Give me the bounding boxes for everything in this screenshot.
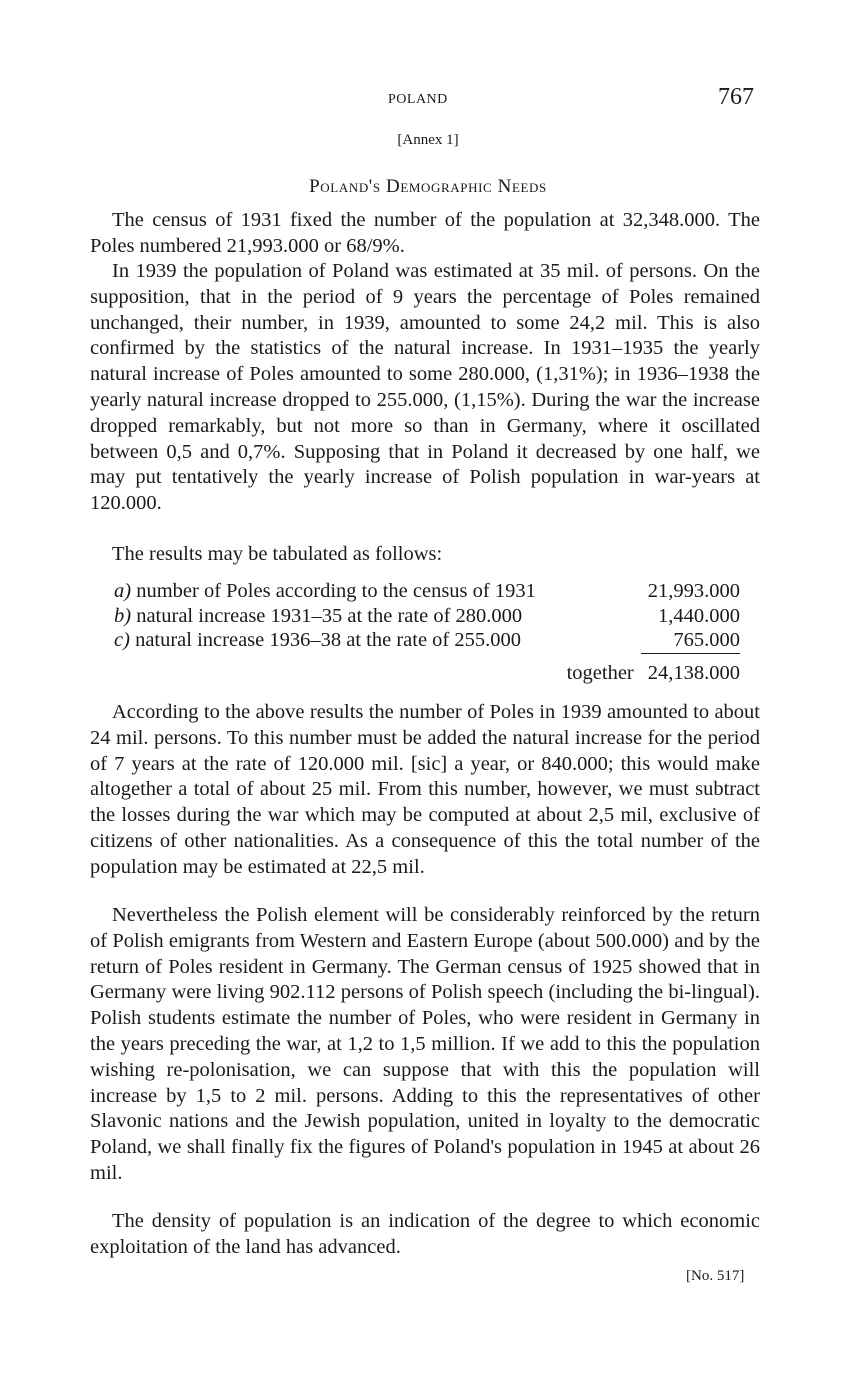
- sum-rule: [641, 653, 740, 654]
- table-row-label: a) number of Poles according to the census of 1931: [114, 580, 536, 602]
- table-row: [114, 579, 740, 604]
- table-row-label: c) natural increase 1936–38 at the rate of 255.000: [114, 629, 522, 651]
- paragraph-density: The density of population is an indication of the degree to which economic exploitation of the land has advanced.: [90, 1210, 760, 1258]
- table-row-value: 765.000: [673, 629, 740, 651]
- table-total-label: together: [566, 662, 634, 684]
- table-row: [114, 604, 740, 629]
- running-head: POLAND: [388, 92, 448, 107]
- table-row-value: 1,440.000: [658, 604, 740, 627]
- table-row-value: 21,993.000: [647, 580, 740, 602]
- table-total-row: [114, 662, 740, 685]
- page-title: Poland's Demographic Needs: [309, 176, 547, 197]
- page-number: 767: [718, 84, 754, 110]
- paragraph-population-1939: In 1939 the population of Poland was estimated at 35 mil. of persons. On the supposition, that in the period of 9 years the percentage of Poles remained unchanged, their number, in 1939, amounted to some 24,2 mil. This is also confirmed by the statistics of the natural increase. In 1931–1935 the yearly natural increase of Poles amounted to some 280.000, (1,31%); in 1936–1938 the yearly natural increase dropped to 255.000, (1,15%). During the war the increase dropped remarkably, but not more so than in Germany, where it oscillated between 0,5 and 0,7%. Supposing that in Poland it decreased by one half, we may put tentatively the yearly increase of Polish population in war-years at 120.000.: [90, 260, 760, 515]
- paragraph-census-1931: The census of 1931 fixed the number of the population at 32,348.000. The Poles numbered 21,993.000 or 68/9%.: [90, 209, 760, 257]
- results-table: [114, 579, 740, 653]
- document-number: [No. 517]: [686, 1268, 745, 1284]
- paragraph-reinforcement: Nevertheless the Polish element will be considerably reinforced by the return of Polish emigrants from Western and Eastern Europe (about 500.000) and by the return of Poles resident in Germany. The German census of 1925 showed that in Germany were living 902.112 persons of Polish speech (including the bi-lingual). Polish students estimate the number of Poles, who were resident in Germany in the years preceding the war, at 1,2 to 1,5 million. If we add to this the population wishing re-polonisation, we can suppose that with this the population will increase by 1,5 to 2 mil. persons. Adding to this the representatives of other Slavonic nations and the Jewish population, united in loyalty to the democratic Poland, we shall finally fix the figures of Poland's population in 1945 at about 26 mil.: [90, 904, 760, 1184]
- table-row-label: b) natural increase 1931–35 at the rate of 280.000: [114, 604, 523, 627]
- paragraph-table-intro: The results may be tabulated as follows:: [112, 543, 443, 565]
- table-total-value: 24,138.000: [647, 662, 740, 684]
- table-row: [114, 628, 740, 653]
- annex-label: [Annex 1]: [397, 132, 459, 148]
- paragraph-results-1939: According to the above results the number of Poles in 1939 amounted to about 24 mil. persons. To this number must be added the natural increase for the period of 7 years at the rate of 120.000 mil. [sic] a year, or 840.000; this would make altogether a total of about 25 mil. From this number, however, we must subtract the losses during the war which may be computed at about 2,5 mil, exclusive of citizens of other nationalities. As a consequence of this the total number of the population may be estimated at 22,5 mil.: [90, 701, 760, 878]
